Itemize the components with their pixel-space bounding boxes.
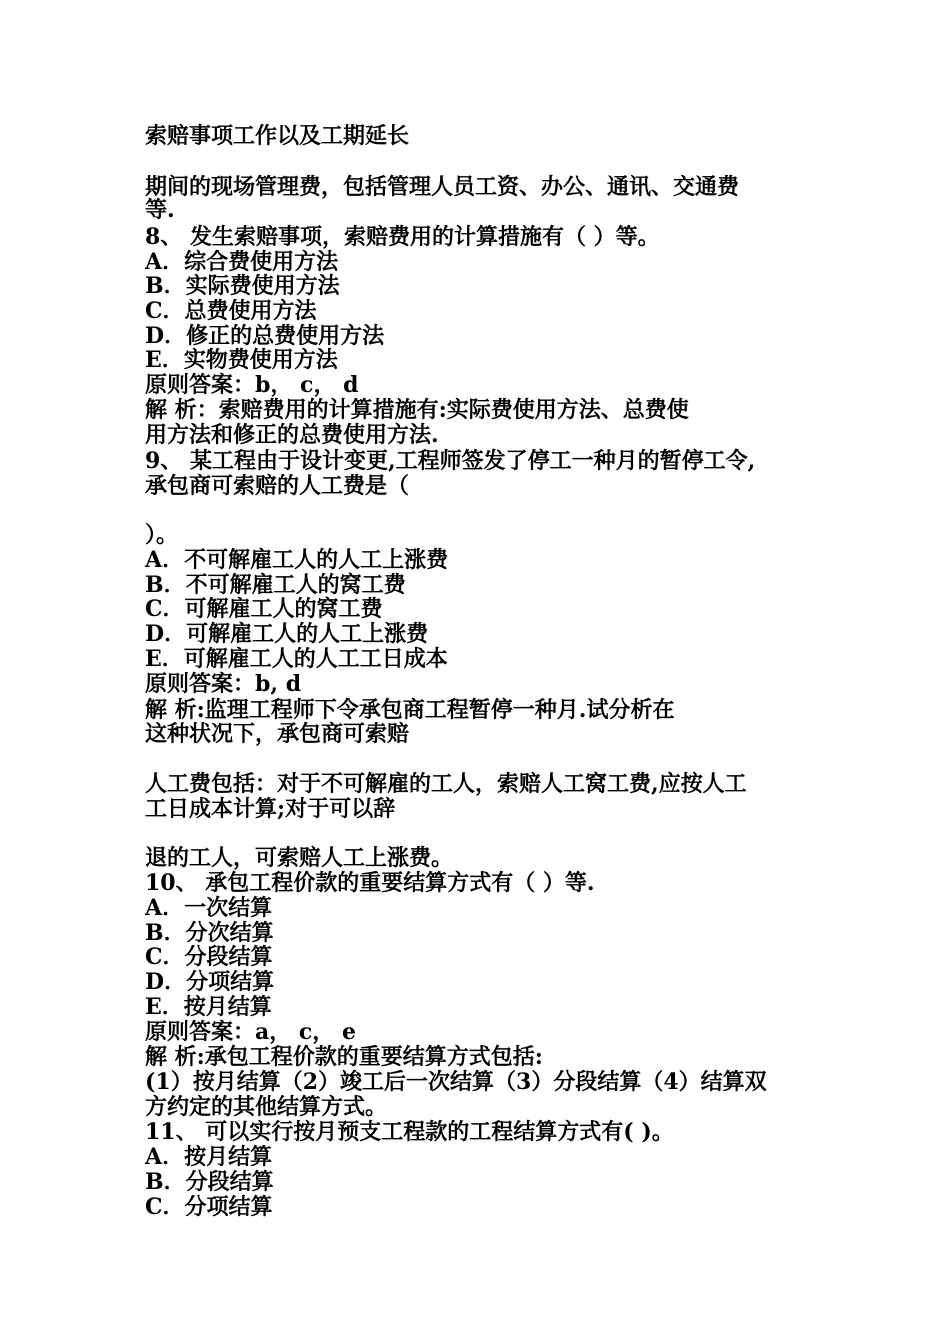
option-d: D．可解雇工人的人工上涨费 xyxy=(145,621,429,647)
analysis: 解 析:承包工程价款的重要结算方式包括: xyxy=(145,1044,543,1070)
option-b: B．分次结算 xyxy=(145,920,274,946)
text-line: 人工费包括：对于不可解雇的工人，索赔人工窝工费,应按人工 xyxy=(145,771,747,797)
analysis: 解 析：索赔费用的计算措施有:实际费使用方法、总费使 xyxy=(145,397,689,423)
option-c: C．分项结算 xyxy=(145,1194,273,1220)
text-line: (1）按月结算（2）竣工后一次结算（3）分段结算（4）结算双 xyxy=(145,1069,767,1095)
text-line: 等. xyxy=(145,197,175,223)
option-b: B．实际费使用方法 xyxy=(145,273,340,299)
option-e: E．实物费使用方法 xyxy=(145,347,338,373)
question-8: 8、 发生索赔事项，索赔费用的计算措施有（ ）等。 xyxy=(145,224,660,250)
option-c: C．分段结算 xyxy=(145,944,273,970)
option-a: A．一次结算 xyxy=(145,895,273,921)
standard-answer: 原则答案：a， c， e xyxy=(145,1019,356,1045)
option-a: A．综合费使用方法 xyxy=(145,249,339,275)
option-c: C．总费使用方法 xyxy=(145,298,317,324)
text-line: 期间的现场管理费，包括管理人员工资、办公、通讯、交通费 xyxy=(145,174,740,200)
question-9: 9、 某工程由于设计变更,工程师签发了停工一种月的暂停工令, xyxy=(145,448,756,474)
text-line: 这种状况下，承包商可索赔 xyxy=(145,721,410,747)
analysis: 解 析:监理工程师下令承包商工程暂停一种月.试分析在 xyxy=(145,697,675,723)
option-d: D．修正的总费使用方法 xyxy=(145,323,385,349)
standard-answer: 原则答案：b, d xyxy=(145,671,302,697)
option-b: B．分段结算 xyxy=(145,1169,274,1195)
text-line: ）。 xyxy=(145,522,179,548)
text-line: 方约定的其他结算方式。 xyxy=(145,1094,388,1120)
text-line: 工日成本计算;对于可以辞 xyxy=(145,796,396,822)
text-line: 用方法和修正的总费使用方法. xyxy=(145,422,439,448)
option-b: B．不可解雇工人的窝工费 xyxy=(145,572,406,598)
question-11: 11、 可以实行按月预支工程款的工程结算方式有( )。 xyxy=(145,1119,674,1145)
text-line: 承包商可索赔的人工费是（ xyxy=(145,473,410,499)
text-line: 索赔事项工作以及工期延长 xyxy=(145,123,410,149)
option-a: A．不可解雇工人的人工上涨费 xyxy=(145,547,449,573)
option-a: A．按月结算 xyxy=(145,1144,273,1170)
question-10: 10、 承包工程价款的重要结算方式有（ ）等. xyxy=(145,870,595,896)
option-e: E．按月结算 xyxy=(145,994,272,1020)
option-d: D．分项结算 xyxy=(145,969,275,995)
standard-answer: 原则答案：b， c， d xyxy=(145,372,359,398)
text-line: 退的工人，可索赔人工上涨费。 xyxy=(145,845,454,871)
option-c: C．可解雇工人的窝工费 xyxy=(145,596,383,622)
option-e: E．可解雇工人的人工工日成本 xyxy=(145,646,448,672)
